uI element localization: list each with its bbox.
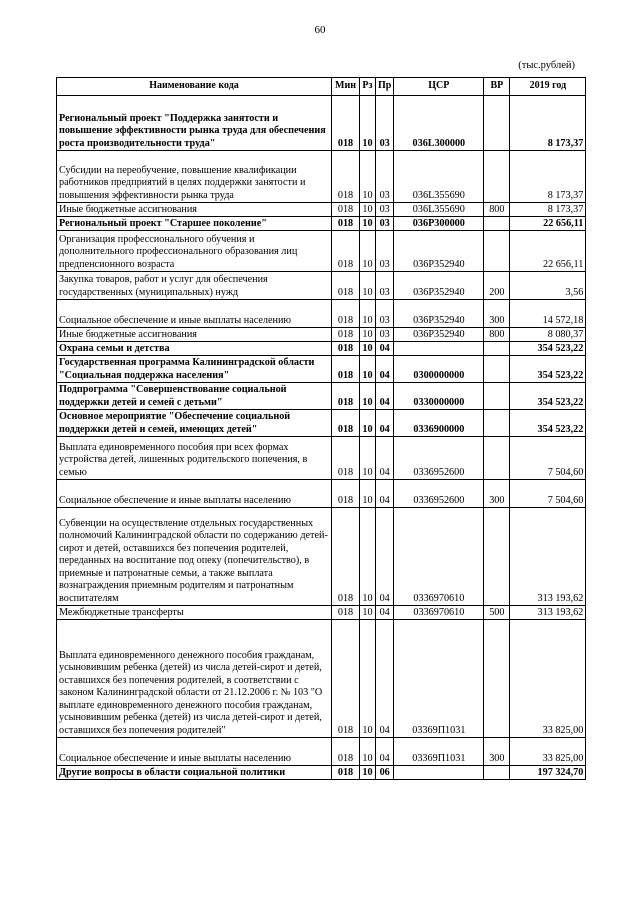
row-rz: 10	[360, 272, 376, 300]
row-rz: 10	[360, 508, 376, 606]
table-header-row	[57, 78, 586, 96]
table-row	[57, 738, 586, 766]
row-pr: 04	[376, 738, 394, 766]
table-row	[57, 620, 586, 738]
row-vr: 500	[484, 606, 510, 620]
row-csr: 0336970610	[394, 508, 484, 606]
row-csr: 0330000000	[394, 383, 484, 410]
header-name: Наименование кода	[57, 78, 332, 96]
row-pr: 04	[376, 383, 394, 410]
row-pr: 04	[376, 508, 394, 606]
row-amount: 33 825,00	[510, 620, 586, 738]
row-name: Субсидии на переобучение, повышение квалификации работников предприятий в целях поддержки занятости и повышения эффективности рынка труда	[57, 151, 332, 203]
row-name: Государственная программа Калининградской области "Социальная поддержка населения"	[57, 356, 332, 383]
row-min: 018	[332, 217, 360, 231]
row-amount: 3,56	[510, 272, 586, 300]
row-rz: 10	[360, 203, 376, 217]
units-label: (тыс.рублей)	[518, 60, 575, 71]
row-vr	[484, 96, 510, 151]
row-vr	[484, 508, 510, 606]
row-amount: 22 656,11	[510, 231, 586, 272]
row-amount: 8 173,37	[510, 151, 586, 203]
row-amount: 354 523,22	[510, 383, 586, 410]
row-pr: 03	[376, 217, 394, 231]
row-min: 018	[332, 437, 360, 480]
header-rz: Рз	[360, 78, 376, 96]
row-min: 018	[332, 272, 360, 300]
row-csr: 036L300000	[394, 96, 484, 151]
row-rz: 10	[360, 383, 376, 410]
row-vr	[484, 231, 510, 272]
table-row	[57, 356, 586, 383]
row-pr: 06	[376, 766, 394, 780]
row-pr: 03	[376, 328, 394, 342]
row-pr: 04	[376, 620, 394, 738]
table-row	[57, 151, 586, 203]
row-csr: 0336952600	[394, 480, 484, 508]
row-min: 018	[332, 606, 360, 620]
row-vr	[484, 151, 510, 203]
table-row	[57, 606, 586, 620]
row-csr: 036P352940	[394, 231, 484, 272]
row-min: 018	[332, 328, 360, 342]
row-rz: 10	[360, 342, 376, 356]
row-vr: 800	[484, 203, 510, 217]
row-name: Другие вопросы в области социальной политики	[57, 766, 332, 780]
row-pr: 03	[376, 151, 394, 203]
row-vr: 800	[484, 328, 510, 342]
row-name: Основное мероприятие "Обеспечение социальной поддержки детей и семей, имеющих детей"	[57, 410, 332, 437]
row-rz: 10	[360, 151, 376, 203]
row-csr: 0300000000	[394, 356, 484, 383]
row-name: Социальное обеспечение и иные выплаты населению	[57, 480, 332, 508]
header-csr: ЦСР	[394, 78, 484, 96]
row-csr: 036L355690	[394, 203, 484, 217]
row-min: 018	[332, 766, 360, 780]
row-vr	[484, 410, 510, 437]
row-csr: 03369П1031	[394, 738, 484, 766]
row-name: Региональный проект "Старшее поколение"	[57, 217, 332, 231]
row-csr: 0336952600	[394, 437, 484, 480]
row-amount: 7 504,60	[510, 437, 586, 480]
row-rz: 10	[360, 738, 376, 766]
header-pr: Пр	[376, 78, 394, 96]
row-csr: 0336900000	[394, 410, 484, 437]
table-row	[57, 96, 586, 151]
row-min: 018	[332, 383, 360, 410]
row-csr: 036P352940	[394, 328, 484, 342]
row-name: Выплата единовременного денежного пособия гражданам, усыновившим ребенка (детей) из числа детей-сирот и детей, оставшихся без попечения родителей, в соответствии с законом Калининградской области от 21.12.2006 г. № 103 "О выплате единовременного денежного пособия гражданам, усыновившим ребенка (детей) из числа детей-сирот и детей, оставшихся без попечения родителей"	[57, 620, 332, 738]
table-row	[57, 217, 586, 231]
row-pr: 03	[376, 300, 394, 328]
table-row	[57, 328, 586, 342]
table-row	[57, 300, 586, 328]
row-pr: 04	[376, 606, 394, 620]
row-amount: 197 324,70	[510, 766, 586, 780]
row-vr: 300	[484, 300, 510, 328]
table-row	[57, 342, 586, 356]
row-min: 018	[332, 151, 360, 203]
row-rz: 10	[360, 96, 376, 151]
row-min: 018	[332, 508, 360, 606]
row-pr: 04	[376, 437, 394, 480]
row-vr	[484, 356, 510, 383]
row-min: 018	[332, 410, 360, 437]
row-vr	[484, 620, 510, 738]
row-name: Иные бюджетные ассигнования	[57, 203, 332, 217]
table-row	[57, 480, 586, 508]
row-rz: 10	[360, 356, 376, 383]
row-pr: 03	[376, 272, 394, 300]
row-pr: 03	[376, 96, 394, 151]
row-csr: 036P352940	[394, 300, 484, 328]
row-pr: 03	[376, 231, 394, 272]
row-name: Субвенции на осуществление отдельных государственных полномочий Калининградской области по содержанию детей-сирот и детей, оставшихся без попечения родителей, переданных на воспитание под опеку (попечительство), в приемные и патронатные семьи, а также выплата вознаграждения приемным родителям и патронатным воспитателям	[57, 508, 332, 606]
row-amount: 313 193,62	[510, 606, 586, 620]
row-rz: 10	[360, 328, 376, 342]
row-name: Закупка товаров, работ и услуг для обеспечения государственных (муниципальных) нужд	[57, 272, 332, 300]
row-min: 018	[332, 356, 360, 383]
row-rz: 10	[360, 231, 376, 272]
row-amount: 354 523,22	[510, 356, 586, 383]
row-name: Иные бюджетные ассигнования	[57, 328, 332, 342]
header-min: Мин	[332, 78, 360, 96]
row-name: Региональный проект "Поддержка занятости и повышение эффективности рынка труда для обеспечения роста производительности труда"	[57, 96, 332, 151]
row-rz: 10	[360, 217, 376, 231]
row-name: Охрана семьи и детства	[57, 342, 332, 356]
row-amount: 8 173,37	[510, 96, 586, 151]
row-vr	[484, 217, 510, 231]
row-rz: 10	[360, 437, 376, 480]
row-vr: 200	[484, 272, 510, 300]
row-amount: 8 080,37	[510, 328, 586, 342]
row-amount: 33 825,00	[510, 738, 586, 766]
row-min: 018	[332, 342, 360, 356]
row-rz: 10	[360, 480, 376, 508]
table-row	[57, 383, 586, 410]
row-csr	[394, 342, 484, 356]
row-min: 018	[332, 480, 360, 508]
row-vr	[484, 437, 510, 480]
table-row	[57, 410, 586, 437]
row-amount: 313 193,62	[510, 508, 586, 606]
table-row	[57, 231, 586, 272]
table-row	[57, 766, 586, 780]
row-pr: 04	[376, 410, 394, 437]
row-pr: 03	[376, 203, 394, 217]
row-name: Выплата единовременного пособия при всех формах устройства детей, лишенных родительского попечения, в семью	[57, 437, 332, 480]
row-amount: 8 173,37	[510, 203, 586, 217]
row-name: Социальное обеспечение и иные выплаты населению	[57, 300, 332, 328]
row-rz: 10	[360, 606, 376, 620]
row-vr	[484, 766, 510, 780]
row-rz: 10	[360, 300, 376, 328]
row-min: 018	[332, 620, 360, 738]
row-min: 018	[332, 96, 360, 151]
row-amount: 354 523,22	[510, 410, 586, 437]
table-row	[57, 437, 586, 480]
table-row	[57, 272, 586, 300]
row-csr: 036P352940	[394, 272, 484, 300]
row-amount: 22 656,11	[510, 217, 586, 231]
row-min: 018	[332, 203, 360, 217]
row-min: 018	[332, 738, 360, 766]
row-min: 018	[332, 300, 360, 328]
row-vr: 300	[484, 738, 510, 766]
row-amount: 354 523,22	[510, 342, 586, 356]
header-vr: ВР	[484, 78, 510, 96]
row-rz: 10	[360, 620, 376, 738]
row-csr: 0336970610	[394, 606, 484, 620]
row-csr: 03369П1031	[394, 620, 484, 738]
header-year: 2019 год	[510, 78, 586, 96]
row-csr: 036P300000	[394, 217, 484, 231]
row-pr: 04	[376, 342, 394, 356]
row-name: Межбюджетные трансферты	[57, 606, 332, 620]
row-pr: 04	[376, 480, 394, 508]
row-amount: 7 504,60	[510, 480, 586, 508]
row-min: 018	[332, 231, 360, 272]
table-row	[57, 508, 586, 606]
row-vr	[484, 383, 510, 410]
row-name: Подпрограмма "Совершенствование социальной поддержки детей и семей с детьми"	[57, 383, 332, 410]
row-name: Социальное обеспечение и иные выплаты населению	[57, 738, 332, 766]
row-rz: 10	[360, 410, 376, 437]
row-rz: 10	[360, 766, 376, 780]
row-vr: 300	[484, 480, 510, 508]
page-number: 60	[314, 24, 326, 36]
budget-table	[56, 77, 586, 780]
row-csr: 036L355690	[394, 151, 484, 203]
row-amount: 14 572,18	[510, 300, 586, 328]
row-name: Организация профессионального обучения и дополнительного профессионального образования лиц предпенсионного возраста	[57, 231, 332, 272]
row-vr	[484, 342, 510, 356]
row-csr	[394, 766, 484, 780]
table-row	[57, 203, 586, 217]
row-pr: 04	[376, 356, 394, 383]
